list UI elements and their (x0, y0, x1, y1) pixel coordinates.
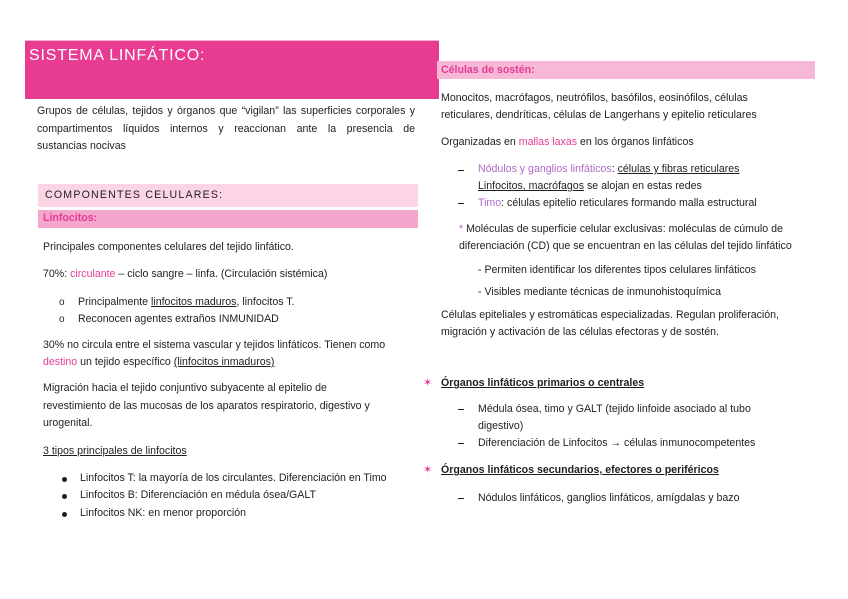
dash-icon (458, 409, 464, 410)
epiteliales-line-2: migración y activación de las células efectoras y de sostén. (441, 326, 719, 338)
intro-line-2: compartimentos líquidos internos y reaccionan ante la presencia de (37, 123, 415, 135)
principales-text: Principales componentes celulares del tejido linfático. (43, 241, 294, 253)
organizadas-text: Organizadas en mallas laxas en los órganos linfáticos (441, 136, 694, 148)
sub-bullet-1: Principalmente linfocitos maduros, linfocitos T. (78, 296, 295, 308)
sosten-header: Células de sostén: (441, 64, 535, 76)
migracion-line-2: revestimiento de las mucosas de los aparatos respiratorio, digestivo y (43, 400, 370, 412)
no-circula-line-2: destino un tejido específico (linfocitos inmaduros) (43, 356, 275, 368)
monocitos-line-1: Monocitos, macrófagos, neutrófilos, basófilos, eosinófilos, células (441, 92, 748, 104)
visibles-text: - Visibles mediante técnicas de inmunohistoquímica (478, 286, 721, 298)
star-icon: ✶ (423, 377, 433, 389)
star-icon: ✶ (423, 464, 433, 476)
nodulos-line-1: Nódulos y ganglios linfáticos: células y fibras reticulares (478, 163, 740, 175)
sub-bullet-2: Reconocen agentes extraños INMUNIDAD (78, 313, 279, 325)
moleculas-line-1: * Moléculas de superficie celular exclusivas: moléculas de cúmulo de (459, 223, 783, 235)
intro-line-1: Grupos de células, tejidos y órganos que “vigilan” las superficies corporales y (37, 105, 415, 117)
bullet-dot-icon (62, 494, 67, 499)
migracion-line-1: Migración hacia el tejido conjuntivo subyacente al epitelio de (43, 382, 327, 394)
page-title: SISTEMA LINFÁTICO: (29, 47, 206, 64)
moleculas-line-2: diferenciación (CD) que se encuentran en las células del tejido linfático (459, 240, 792, 252)
timo-text: Timo: células epitelio reticulares formando malla estructural (478, 197, 757, 209)
bullet-o-2: o (59, 314, 65, 325)
tipos-title: 3 tipos principales de linfocitos (43, 445, 187, 457)
componentes-header: COMPONENTES CELULARES: (45, 189, 224, 201)
circulante-text: 70%: circulante – ciclo sangre – linfa. (Circulación sistémica) (43, 268, 328, 280)
bullet-o-1: o (59, 297, 65, 308)
tipo-item-1: Linfocitos T: la mayoría de los circulantes. Diferenciación en Timo (80, 472, 387, 484)
primarios-item-1b: digestivo) (478, 420, 524, 432)
dash-icon (458, 498, 464, 499)
secundarios-title: Órganos linfáticos secundarios, efectores o periféricos (441, 464, 719, 476)
nodulos-line-2: Linfocitos, macrófagos se alojan en estas redes (478, 180, 702, 192)
linfocitos-header: Linfocitos: (43, 212, 98, 224)
dash-icon (458, 203, 464, 204)
migracion-line-3: urogenital. (43, 417, 93, 429)
permiten-text: - Permiten identificar los diferentes tipos celulares linfáticos (478, 264, 756, 276)
bullet-dot-icon (62, 512, 67, 517)
tipo-item-2: Linfocitos B: Diferenciación en médula ósea/GALT (80, 489, 316, 501)
monocitos-line-2: reticulares, dendríticas, células de Langerhans y epitelio reticulares (441, 109, 757, 121)
primarios-item-2: Diferenciación de Linfocitos → células inmunocompetentes (478, 437, 756, 449)
epiteliales-line-1: Células epiteliales y estromáticas especializadas. Regulan proliferación, (441, 309, 779, 321)
intro-line-3: sustancias nocivas (37, 140, 126, 152)
secundarios-item-1: Nódulos linfáticos, ganglios linfáticos, amígdalas y bazo (478, 492, 740, 504)
no-circula-line-1: 30% no circula entre el sistema vascular y tejidos linfáticos. Tienen como (43, 339, 386, 351)
dash-icon (458, 170, 464, 171)
tipo-item-3: Linfocitos NK: en menor proporción (80, 507, 247, 519)
bullet-dot-icon (62, 477, 67, 482)
dash-icon (458, 443, 464, 444)
primarios-title: Órganos linfáticos primarios o centrales (441, 377, 645, 389)
primarios-item-1a: Médula ósea, timo y GALT (tejido linfoide asociado al tubo (478, 403, 751, 415)
